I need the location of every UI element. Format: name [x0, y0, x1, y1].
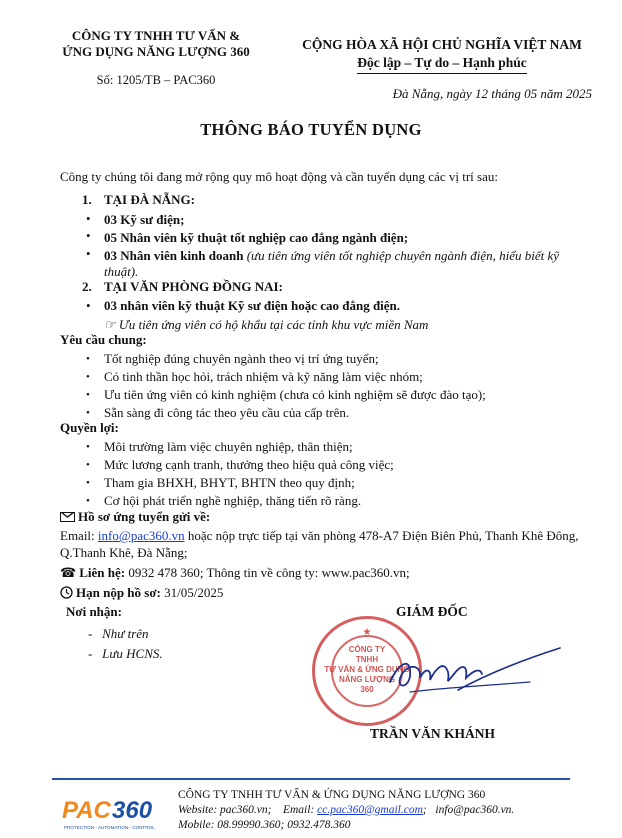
section-heading: TẠI ĐÀ NẴNG:: [104, 192, 195, 207]
signatory-name: TRẦN VĂN KHÁNH: [370, 726, 496, 741]
requirements-heading: Yêu cầu chung:: [60, 332, 147, 347]
svg-text:PROTECTION - AUTOMATION - CONT: PROTECTION - AUTOMATION - CONTROL: [64, 825, 155, 830]
priority-note-text: Ưu tiên ứng viên có hộ khẩu tại các tỉnh khu vực miền Nam: [118, 317, 429, 332]
section-number: 1.: [82, 192, 92, 207]
company-name-line2: ỨNG DỤNG NĂNG LƯỢNG 360: [62, 44, 250, 59]
phone-icon: ☎: [60, 566, 77, 581]
envelope-icon: [60, 512, 75, 522]
list-item: • Môi trường làm việc chuyên nghiệp, thân thiện;: [82, 439, 580, 457]
seal-text: CÔNG TY TNHH TƯ VẤN & ỨNG DỤNG NĂNG LƯỢNG 360: [324, 645, 410, 694]
application-heading: Hồ sơ ứng tuyển gửi về:: [78, 509, 211, 524]
section-da-nang-title: [82, 192, 582, 208]
footer-divider: [52, 778, 570, 780]
handwritten-signature: [370, 630, 570, 710]
section-heading: TẠI VĂN PHÒNG ĐỒNG NAI:: [104, 279, 283, 294]
da-nang-positions: [82, 211, 582, 280]
recipients-heading: Nơi nhận:: [66, 604, 122, 619]
priority-note: [82, 317, 582, 333]
contact-label: Liên hệ:: [79, 565, 126, 580]
document-title: THÔNG BÁO TUYỂN DỤNG: [200, 120, 422, 139]
benefits-list: [82, 439, 580, 509]
deadline-value: 31/05/2025: [160, 585, 224, 600]
section-dong-nai-title: [82, 279, 582, 295]
dong-nai-positions: [82, 298, 582, 314]
list-item: • Sẵn sàng đi công tác theo yêu cầu của cấp trên.: [82, 405, 580, 421]
national-header: [292, 36, 592, 74]
list-item: • 03 Kỹ sư điện;: [82, 211, 582, 228]
email-link[interactable]: info@pac360.vn: [97, 528, 185, 543]
section-da-nang: [82, 192, 582, 280]
svg-text:360: 360: [112, 797, 153, 824]
republic-title: CỘNG HÒA XÃ HỘI CHỦ NGHĨA VIỆT NAM: [302, 37, 582, 52]
issue-date: Đà Nẵng, ngày 12 tháng 05 năm 2025: [392, 86, 592, 101]
list-item: • 05 Nhân viên kỹ thuật tốt nghiệp cao đẳng ngành điện;: [82, 228, 582, 246]
section-number: 2.: [82, 279, 92, 294]
list-item: • Cơ hội phát triển nghề nghiệp, thăng tiến rõ ràng.: [82, 493, 580, 509]
pac360-logo: [60, 790, 170, 832]
deadline-row: [60, 584, 600, 603]
footer-contact: [178, 788, 514, 833]
recipient-item: - Lưu HCNS.: [88, 646, 163, 661]
list-item: • Mức lương cạnh tranh, thưởng theo hiệu quả công việc;: [82, 457, 580, 475]
list-item: • Có tinh thần học hỏi, trách nhiệm và kỹ năng làm việc nhóm;: [82, 369, 580, 387]
benefits-heading: Quyền lợi:: [60, 420, 119, 435]
clock-icon: [60, 586, 73, 603]
requirements-section: [60, 332, 580, 421]
list-item: • 03 Nhân viên kinh doanh (ưu tiên ứng viên tốt nghiệp chuyên ngành điện, hiểu biết kỹ thuật).: [82, 246, 582, 280]
footer-web-email: Website: pac360.vn; Email: cc.pac360@gmail.com; info@pac360.vn.: [178, 804, 515, 816]
footer-email-link[interactable]: cc.pac360@gmail.com: [317, 804, 423, 816]
list-item: • Tham gia BHXH, BHYT, BHTN theo quy định;: [82, 475, 580, 493]
email-label: Email:: [60, 528, 98, 543]
footer-email-2: info@pac360.vn.: [435, 804, 515, 816]
document-number: Số: 1205/TB – PAC360: [96, 73, 216, 87]
benefits-section: [60, 420, 580, 509]
application-address: hoặc nộp trực tiếp tại văn phòng 478-A7 Điện Biên Phủ, Thanh Khê Đông, Q.Thanh Khê, Đà Nẵng;: [60, 528, 579, 560]
application-details: [60, 527, 600, 561]
signatory-role: GIÁM ĐỐC: [396, 604, 468, 619]
pointing-hand-icon: ☞: [104, 317, 116, 332]
seal-star-icon: ★: [362, 627, 372, 638]
list-item: • Tốt nghiệp đúng chuyên ngành theo vị trí ứng tuyển;: [82, 351, 580, 369]
list-item: • Ưu tiên ứng viên có kinh nghiệm (chưa có kinh nghiệm sẽ được đào tạo);: [82, 387, 580, 405]
footer-company: CÔNG TY TNHH TƯ VẤN & ỨNG DỤNG NĂNG LƯỢNG 360: [178, 789, 486, 801]
national-motto: Độc lập – Tự do – Hạnh phúc: [357, 54, 527, 74]
company-header: [56, 28, 256, 88]
intro-paragraph: Công ty chúng tôi đang mở rộng quy mô hoạt động và cần tuyển dụng các vị trí sau:: [60, 169, 498, 184]
company-name-line1: CÔNG TY TNHH TƯ VẤN &: [71, 28, 241, 43]
footer-mobile: Mobile: 08.99990.360; 0932.478.360: [178, 819, 351, 831]
requirements-list: [82, 351, 580, 421]
list-item: • 03 nhân viên kỹ thuật Kỹ sư điện hoặc cao đẳng điện.: [82, 298, 582, 314]
recipients-section: [66, 604, 266, 662]
svg-text:PAC: PAC: [62, 797, 111, 824]
recipient-item: - Như trên: [88, 626, 149, 641]
section-dong-nai: [82, 279, 582, 333]
contact-row: [60, 564, 600, 582]
application-section: [60, 508, 600, 603]
application-heading-row: [60, 508, 600, 525]
contact-value: 0932 478 360; Thông tin về công ty: www.pac360.vn;: [125, 565, 410, 580]
deadline-label: Hạn nộp hồ sơ:: [76, 585, 161, 600]
